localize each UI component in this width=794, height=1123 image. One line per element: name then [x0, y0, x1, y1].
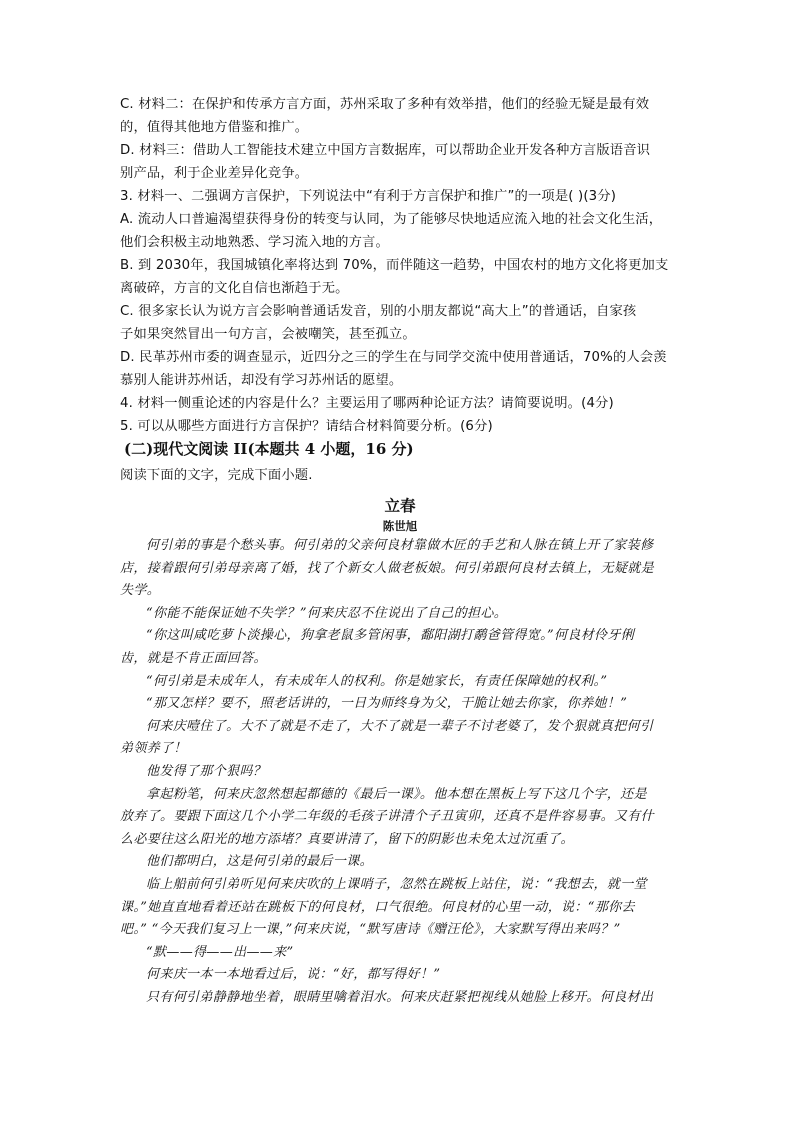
story-line: “何引弟是未成年人，有未成年人的权利。你是她家长，有责任保障她的权利。”	[146, 673, 608, 689]
story-line: 何来庆噎住了。大不了就是不走了，大不了就是一辈子不讨老婆了，发个狠就真把何引	[146, 718, 654, 734]
question-3-option-line: 离破碎，方言的文化自信也渐趋于无。	[120, 281, 349, 296]
story-line: 放弃了。要跟下面这几个小学二年级的毛孩子讲清个子丑寅卯，还真不是件容易事。又有什	[120, 809, 655, 825]
story-line: 课。”她直直地看着还站在跳板下的何良材，口气很绝。何良材的心里一动，说：“那你去	[120, 899, 635, 915]
question-3-option-line: B. 到 2030年，我国城镇化率将达到 70%，而伴随这一趋势，中国农村的地方文化将更加支	[120, 258, 669, 273]
section-instruction: 阅读下面的文字，完成下面小题.	[120, 468, 313, 483]
question-2-option-line: 的，值得其他地方借鉴和推广。	[120, 120, 309, 135]
question-4: 4. 材料一侧重论述的内容是什么？主要运用了哪两种论证方法？请简要说明。(4分)	[120, 396, 614, 411]
question-2-option-line: C. 材料二：在保护和传承方言方面，苏州采取了多种有效举措，他们的经验无疑是最有效	[120, 97, 650, 112]
section-heading: (二)现代文阅读 II(本题共 4 小题，16 分)	[124, 440, 414, 458]
story-line: 么必要往这么阳光的地方添堵？真要讲清了，留下的阴影也未免太过沉重了。	[120, 831, 574, 847]
question-3-option-line: C. 很多家长认为说方言会影响普通话发音，别的小朋友都说“高大上”的普通话，自家孩	[120, 304, 637, 319]
question-3-options	[120, 208, 680, 392]
story-line: 齿，就是不肯正面回答。	[120, 650, 267, 666]
question-2-options	[120, 93, 680, 185]
question-2-option-line: D. 材料三：借助人工智能技术建立中国方言数据库，可以帮助企业开发各种方言版语音识	[120, 143, 651, 158]
story-line: 只有何引弟静静地坐着，眼睛里噙着泪水。何来庆赶紧把视线从她脸上移开。何良材出	[146, 989, 654, 1005]
question-3-option-line: D. 民革苏州市委的调查显示，近四分之三的学生在与同学交流中使用普通话，70%的人会羡	[120, 350, 667, 365]
story-line: 何引弟的事是个愁头事。何引弟的父亲何良材靠做木匠的手艺和人脉在镇上开了家装修	[146, 538, 654, 553]
question-2-option-line: 别产品，利于企业差异化竞争。	[120, 166, 309, 181]
question-3-option-line: 他们会积极主动地熟悉、学习流入地的方言。	[120, 235, 389, 250]
story-line: 吧。” “今天我们复习上一课，”何来庆说，“默写唐诗《赠汪伦》，大家默写得出来吗？”	[120, 922, 621, 938]
story-line: 弟领养了！	[120, 741, 187, 757]
question-3-option-line: 慕别人能讲苏州话，却没有学习苏州话的愿望。	[120, 373, 403, 388]
story-line: “你能不能保证她不失学？”何来庆忍不住说出了自己的担心。	[146, 605, 508, 621]
story-author: 陈世旭	[382, 519, 418, 533]
story-line: “默——得——出——来”	[146, 944, 294, 960]
story-line: 店，接着跟何引弟母亲离了婚，找了个新女人做老板娘。何引弟跟何良材去镇上，无疑就是	[120, 560, 655, 576]
story-body	[120, 535, 680, 1009]
story-line: 失学。	[120, 583, 161, 599]
story-line: 临上船前何引弟听见何来庆吹的上课哨子，忽然在跳板上站住，说：“我想去，就一堂	[146, 876, 647, 892]
story-line: 他发得了那个狠吗？	[146, 763, 267, 779]
question-3-option-line: 子如果突然冒出一句方言，会被嘲笑，甚至孤立。	[120, 327, 416, 342]
question-3-option-line: A. 流动人口普遍渴望获得身份的转变与认同，为了能够尽快地适应流入地的社会文化生活，	[120, 212, 663, 227]
story-line: “那又怎样？要不，照老话讲的，一日为师终身为父，干脆让她去你家，你养她！”	[146, 696, 628, 712]
story-line: 他们都明白，这是何引弟的最后一课。	[146, 854, 373, 870]
story-line: “你这叫咸吃萝卜淡操心，狗拿老鼠多管闲事，鄱阳湖打鹬爸管得宽。”何良材伶牙俐	[146, 628, 635, 644]
story-title: 立春	[384, 496, 416, 515]
question-5: 5. 可以从哪些方面进行方言保护？请结合材料简要分析。(6分)	[120, 419, 493, 434]
story-line: 何来庆一本一本地看过后，说：“好，都写得好！”	[146, 967, 441, 983]
story-line: 拿起粉笔，何来庆忽然想起都德的《最后一课》。他本想在黑板上写下这几个字，还是	[146, 786, 647, 802]
question-3-stem: 3. 材料一、二强调方言保护，下列说法中“有利于方言保护和推广”的一项是( )(3分)	[120, 189, 617, 204]
document-page	[120, 93, 680, 1009]
question-3	[120, 185, 680, 392]
